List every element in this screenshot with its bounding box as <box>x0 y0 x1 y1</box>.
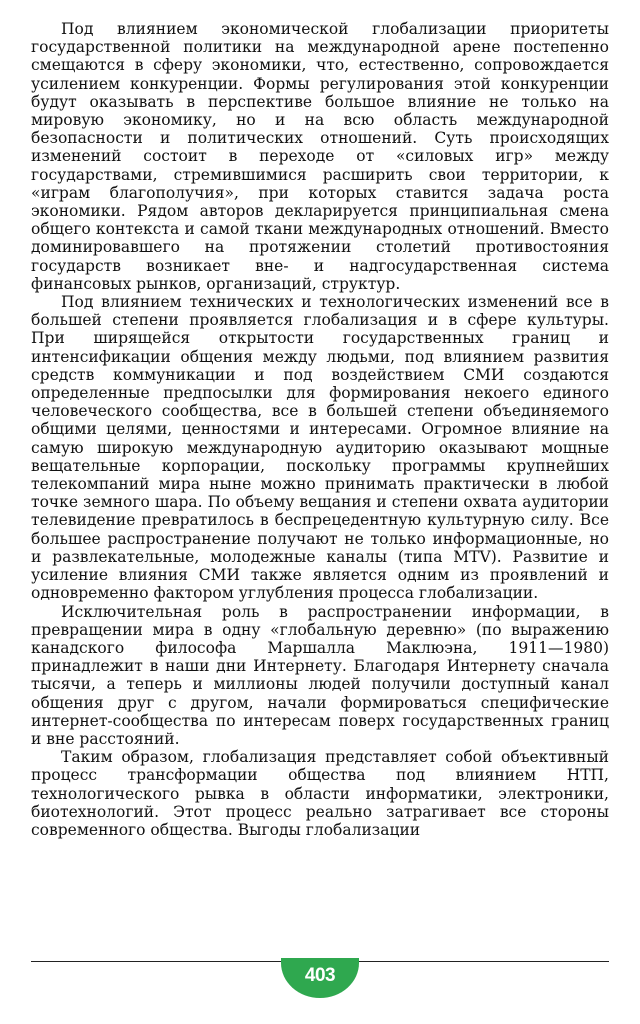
paragraph-cultural-globalization: Под влиянием технических и технологических изменений все в большей степени проявляется глобализация и в сфере культуры. При ширящейся открытости государственных границ и интенсификации общения между людьми, под влиянием развития средств коммуникации и под воздействием СМИ создаются определенные предпосылки для формирования некоего единого человеческого сообщества, все в большей степени объединяемого общими целями, ценностями и интересами. Огромное влияние на самую широкую международную аудиторию оказывают мощные вещательные корпорации, поскольку программы крупнейших телекомпаний мира ныне можно принимать практически в любой точке земного шара. По объему вещания и степени охвата аудитории телевидение превратилось в беспрецедентную культурную силу. Все большее распространение получают не только информационные, но и развлекательные, молодежные каналы (типа MTV). Развитие и усиление влияния СМИ также является одним из проявлений и одновременно фактором углубления процесса глобализации. <box>31 293 609 603</box>
page-number-badge <box>281 958 359 998</box>
page-body <box>31 20 609 839</box>
page-number: 403 <box>304 965 336 986</box>
paragraph-conclusion: Таким образом, глобализация представляет собой объективный процесс трансформации общества под влиянием НТП, технологического рывка в области информатики, электроники, биотехнологий. Этот процесс реально затрагивает все стороны современного общества. Выгоды глобализации <box>31 748 609 839</box>
paragraph-economic-globalization: Под влиянием экономической глобализации приоритеты государственной политики на международной арене постепенно смещаются в сферу экономики, что, естественно, сопровождается усилением конкуренции. Формы регулирования этой конкуренции будут оказывать в перспективе большое влияние не только на мировую экономику, но и на всю область международной безопасности и политических отношений. Суть происходящих изменений состоит в переходе от «силовых игр» между государствами, стремившимися расширить свои территории, к «играм благополучия», при которых ставится задача роста экономики. Рядом авторов декларируется принципиальная смена общего контекста и самой ткани международных отношений. Вместо доминировавшего на протяжении столетий противостояния государств возникает вне- и надгосударственная система финансовых рынков, организаций, структур. <box>31 20 609 293</box>
paragraph-internet-role: Исключительная роль в распространении информации, в превращении мира в одну «глобальную деревню» (по выражению канадского философа Маршалла Маклюэна, 1911—1980) принадлежит в наши дни Интернету. Благодаря Интернету сначала тысячи, а теперь и миллионы людей получили доступный канал общения друг с другом, начали формироваться специфические интернет-сообщества по интересам поверх государственных границ и вне расстояний. <box>31 602 609 748</box>
